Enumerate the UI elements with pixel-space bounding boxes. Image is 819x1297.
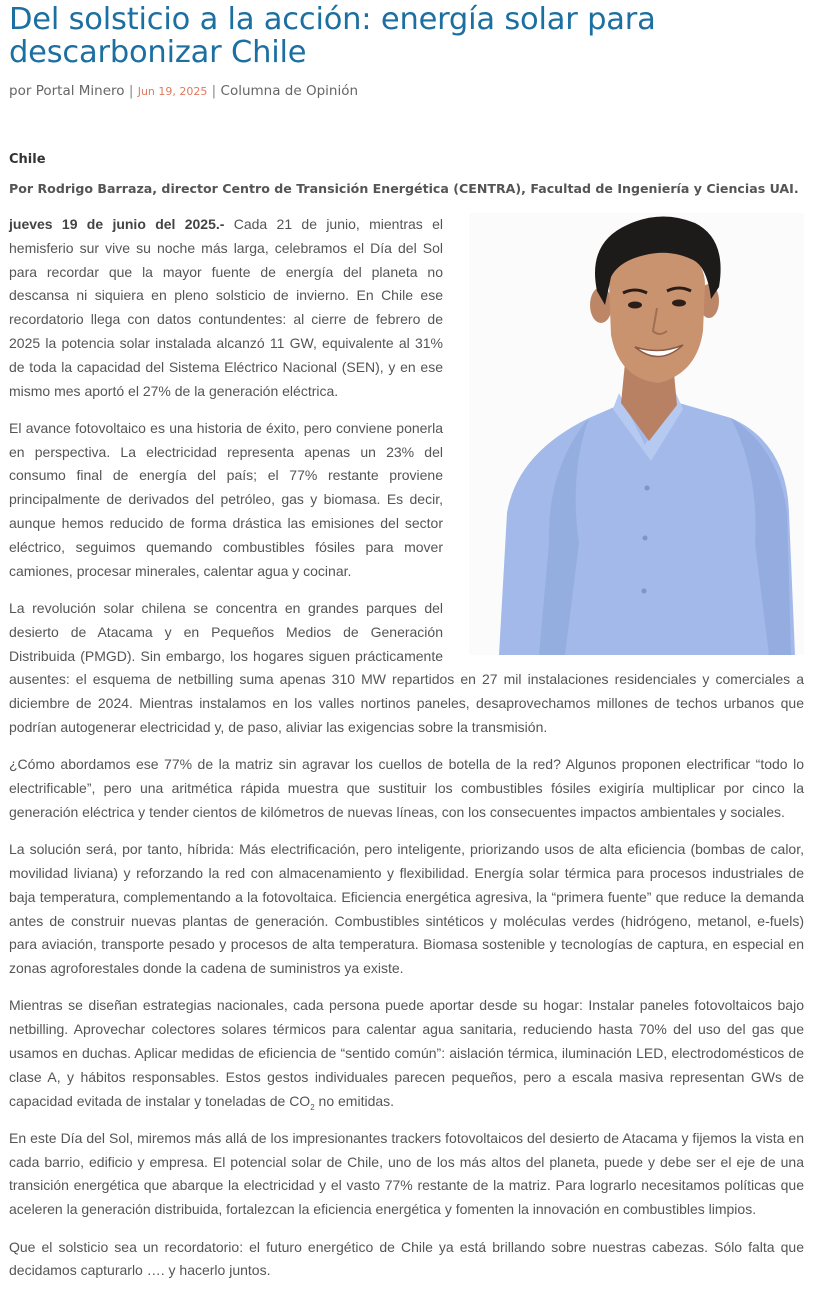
paragraph-text: Mientras se diseñan estrategias nacionales, cada persona puede aportar desde su hogar: Instalar paneles fotovoltaicos bajo netbilling. Aprovechar colectores solares térmicos para calentar agua sanitaria, reduciendo hasta 70% del uso del gas que usamos en duchas. Aplicar medidas de eficiencia de “sentido común”: aislación térmica, iluminación LED, electrodomésticos de clase A, y hábitos responsables. Estos gestos individuales parecen pequeños, pero a escala masiva representan GWs de capacidad evitada de instalar y toneladas de CO [9, 997, 804, 1109]
paragraph: En este Día del Sol, miremos más allá de los impresionantes trackers fotovoltaicos del desierto de Atacama y fijemos la vista en cada barrio, edificio y empresa. El potencial solar de Chile, uno de los más altos del planeta, puede y debe ser el eje de una transición energética que abarque la electricidad y el vasto 77% restante de la matriz. Para lograrlo necesitamos políticas que aceleren la generación distribuida, fortalezcan la eficiencia energética y fomenten la innovación en combustibles limpios. [9, 1129, 804, 1218]
meta-prefix: por [9, 83, 32, 99]
meta-separator: | [128, 83, 134, 99]
meta-separator: | [211, 83, 217, 99]
portrait-photo-icon [469, 213, 804, 655]
author-photo [469, 213, 804, 655]
article-title: Del solsticio a la acción: energía solar para descarbonizar Chile [9, 2, 656, 70]
byline: Por Rodrigo Barraza, director Centro de Transición Energética (CENTRA), Facultad de Ingeniería y Ciencias UAI. [9, 181, 799, 196]
paragraph-text: no emitidas. [314, 1092, 395, 1109]
article-body [9, 213, 804, 1283]
country-label: Chile [9, 152, 46, 167]
paragraph-text: Cada 21 de junio, mientras el hemisferio sur vive su noche más larga, celebramos el Día del Sol para recordar que la mayor fuente de energía del planeta no descansa ni siquiera en pleno solsticio de invierno. En Chile ese recordatorio llega con datos contundentes: al cierre de febrero de 2025 la potencia solar instalada alcanzó 11 GW, equivalente al 31% de toda la capacidad del Sistema Eléctrico Nacional (SEN), y en ese mismo mes aportó el 27% de la generación eléctrica. [9, 216, 443, 399]
post-date: Jun 19, 2025 [137, 85, 208, 98]
paragraph [9, 994, 804, 1113]
paragraph: La solución será, por tanto, híbrida: Más electrificación, pero inteligente, priorizando usos de alta eficiencia (bombas de calor, movilidad liviana) y reforzando la red con almacenamiento y flexibilidad. Energía solar térmica para procesos industriales de baja temperatura, complementando a la fotovoltaica. Eficiencia energética agresiva, la “primera fuente” que reduce la demanda antes de construir nuevas plantas de generación. Combustibles sintéticos y moléculas verdes (hidrógeno, metanol, e-fuels) para aviación, transporte pesado y procesos de alta temperatura. Biomasa sostenible y tecnologías de captura, en especial en zonas agroforestales donde la cadena de suministros ya existe. [9, 841, 804, 977]
article [9, 0, 804, 1297]
author-link[interactable]: Portal Minero [35, 83, 125, 99]
paragraph: La revolución solar chilena se concentra en grandes parques del desierto de Atacama y en Pequeños Medios de Generación Distribuida (PMGD). Sin embargo, los hogares siguen prácticamente ausentes: el esquema de netbilling suma apenas 310 MW repartidos en 27 mil instalaciones residenciales y comerciales a diciembre de 2024. Mientras instalamos en los valles nortinos paneles, desaprovechamos millones de techos urbanos que podrían autogenerar electricidad y, de paso, aliviar las exigencias sobre la transmisión. [9, 599, 804, 735]
paragraph: El avance fotovoltaico es una historia de éxito, pero conviene ponerla en perspectiva. La electricidad representa apenas un 23% del consumo final de energía del país; el 77% restante proviene principalmente de derivados del petróleo, gas y biomasa. Es decir, aunque hemos reducido de forma drástica las emisiones del sector eléctrico, seguimos quemando combustibles fósiles para mover camiones, procesar minerales, calentar agua y cocinar. [9, 419, 443, 579]
paragraph: Que el solsticio sea un recordatorio: el futuro energético de Chile ya está brillando sobre nuestras cabezas. Sólo falta que decidamos capturarlo …. y hacerlo juntos. [9, 1238, 804, 1279]
subscript: 2 [310, 1102, 315, 1112]
paragraph: ¿Cómo abordamos ese 77% de la matriz sin agravar los cuellos de botella de la red? Algunos proponen electrificar “todo lo electrificable”, pero una aritmética rápida muestra que sustituir los combustibles fósiles exigiría multiplicar por cinco la generación eléctrica y tender cientos de kilómetros de nuevas líneas, con los consecuentes impactos ambientales y sociales. [9, 756, 804, 820]
category-link[interactable]: Columna de Opinión [220, 83, 359, 99]
dateline: jueves 19 de junio del 2025.- [9, 216, 225, 232]
post-meta [9, 81, 804, 102]
